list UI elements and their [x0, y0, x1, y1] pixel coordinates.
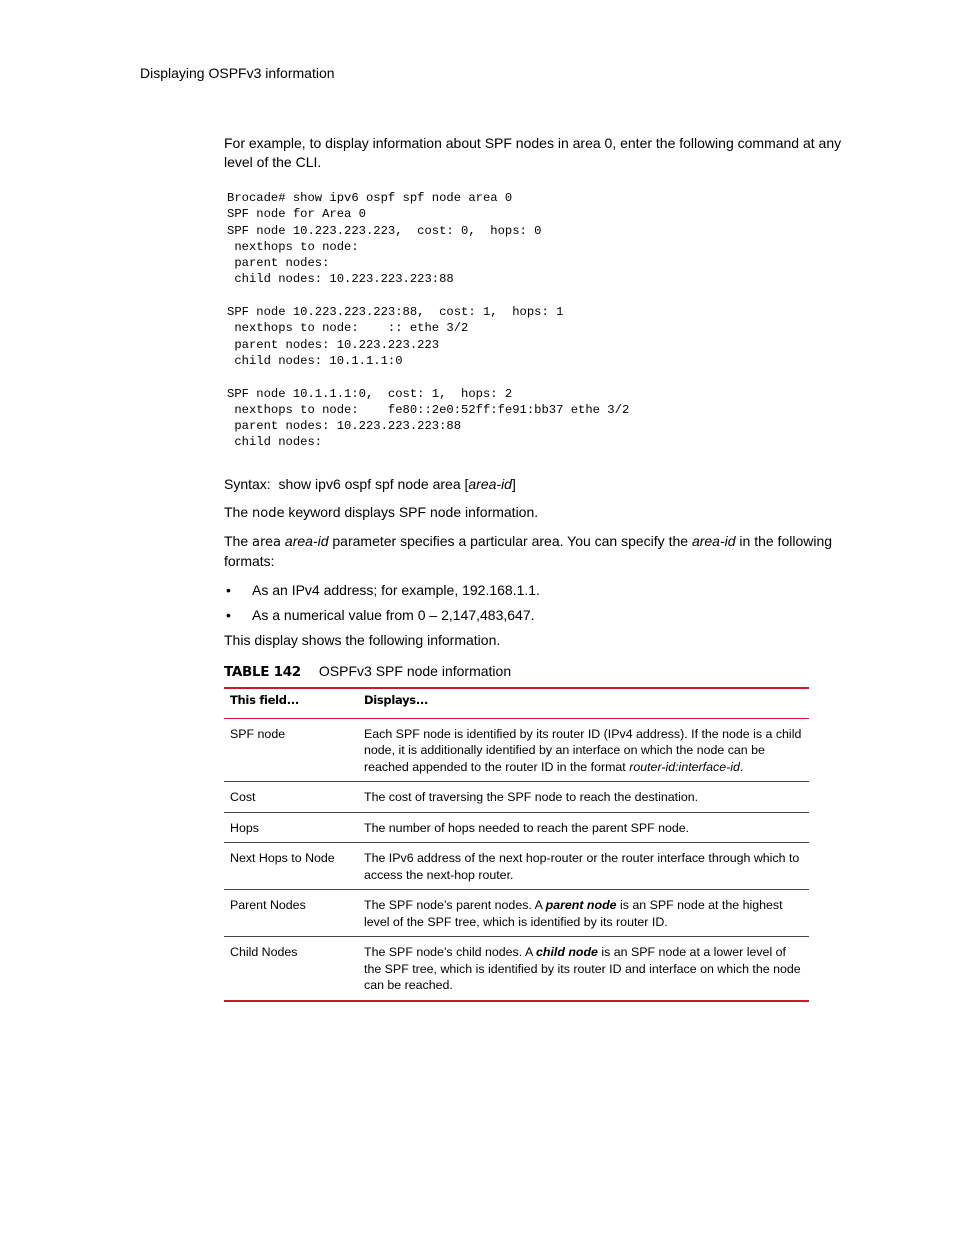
field-cell: Hops [224, 812, 358, 843]
main-content [224, 134, 872, 1002]
intro-paragraph: For example, to display information about SPF nodes in area 0, enter the following command at any level of the CLI. [224, 135, 842, 170]
running-header: Displaying OSPFv3 information [140, 65, 335, 81]
description-cell [358, 718, 809, 782]
node-keyword-paragraph [224, 503, 872, 523]
list-item [224, 606, 872, 625]
node-keyword: node [252, 505, 285, 521]
description-cell: The cost of traversing the SPF node to reach the destination. [358, 782, 809, 813]
node-para-text-post: keyword displays SPF node information. [284, 503, 539, 520]
area-id-arg: area-id [284, 532, 329, 549]
table-row [224, 782, 809, 813]
table-intro-paragraph: This display shows the following information. [224, 631, 501, 648]
bullet-icon: • [226, 606, 231, 623]
table-row [224, 812, 809, 843]
field-cell: Child Nodes [224, 937, 358, 1001]
cli-output-code-block: Brocade# show ipv6 ospf spf node area 0 SPF node for Area 0 SPF node 10.223.223.223, cost: 0, hops: 0 nexthops to node: parent nodes: child nodes: 10.223.223.223:88 SPF node 10.223.223.223:88, cost: 1, hops: 1 nexthops to node: :: ethe 3/2 parent nodes: 10.223.223.223 child nodes: 10.1.1.1:0 SPF node 10.1.1.1:0, cost: 1, hops: 2 nexthops to node: fe80::2e0:52ff:fe91:bb37 ethe 3/2 parent nodes: 10.223.223.223:88 child nodes: [227, 191, 630, 450]
defined-term: parent node [545, 898, 617, 913]
field-cell: Next Hops to Node [224, 843, 358, 890]
syntax-label: Syntax: [224, 475, 271, 492]
field-cell: SPF node [230, 726, 286, 741]
syntax-bracket-close: ] [511, 475, 516, 492]
syntax-command: show ipv6 ospf spf node area [278, 475, 461, 492]
table-row [224, 843, 809, 890]
table-header-displays: Displays... [358, 688, 809, 719]
area-keyword: area [252, 534, 282, 550]
field-cell: Cost [224, 782, 358, 813]
description-text: Each SPF node is identified by its router ID (IPv4 address). If the node is a child node, it is additionally identified by an interface on which the node can be reached appended to the router ID in the format [364, 726, 802, 774]
description-cell: The IPv6 address of the next hop-router or the router interface through which to access the next-hop router. [358, 843, 809, 890]
table-title: OSPFv3 SPF node information [318, 662, 512, 679]
table-row [224, 890, 809, 937]
table-caption [224, 662, 872, 682]
format-bullet-list [224, 581, 872, 625]
area-id-arg-2: area-id [691, 532, 736, 549]
area-para-text-mid: parameter specifies a particular area. You can specify the [328, 532, 692, 549]
node-para-text-pre: The [224, 503, 253, 520]
syntax-arg: area-id [468, 475, 512, 492]
description-text-end: is an SPF node at a lower level of the SPF tree, which is identified by its router ID and interface on which the node can be reached. [364, 945, 801, 993]
table-label: TABLE 142 [224, 663, 301, 680]
area-para-text-pre: The [224, 532, 253, 549]
defined-term: child node [535, 945, 598, 960]
description-cell [358, 937, 809, 1001]
description-text-end: is an SPF node at the highest level of the SPF tree, which is identified by its router ID. [364, 898, 783, 929]
spf-node-info-table [224, 687, 809, 1002]
area-para-text-post: in the following formats: [224, 532, 833, 569]
description-text: The SPF node’s parent nodes. A [364, 898, 546, 913]
table-row [224, 718, 809, 782]
syntax-bracket-open: [ [464, 475, 469, 492]
bullet-icon: • [226, 581, 231, 598]
bullet-text: As an IPv4 address; for example, 192.168.1.1. [252, 581, 540, 598]
table-header-row [224, 688, 809, 719]
format-term: router-id:interface-id [629, 759, 740, 774]
description-text-end: . [739, 759, 744, 774]
field-cell: Parent Nodes [224, 890, 358, 937]
description-text: The SPF node’s child nodes. A [364, 945, 536, 960]
table-header-field: This field... [224, 688, 358, 719]
bullet-text: As a numerical value from 0 – 2,147,483,647. [252, 606, 535, 623]
description-cell [358, 890, 809, 937]
syntax-line [224, 475, 872, 494]
area-keyword-paragraph [224, 532, 872, 571]
table-row [224, 937, 809, 1001]
list-item [224, 581, 872, 600]
description-cell: The number of hops needed to reach the parent SPF node. [358, 812, 809, 843]
